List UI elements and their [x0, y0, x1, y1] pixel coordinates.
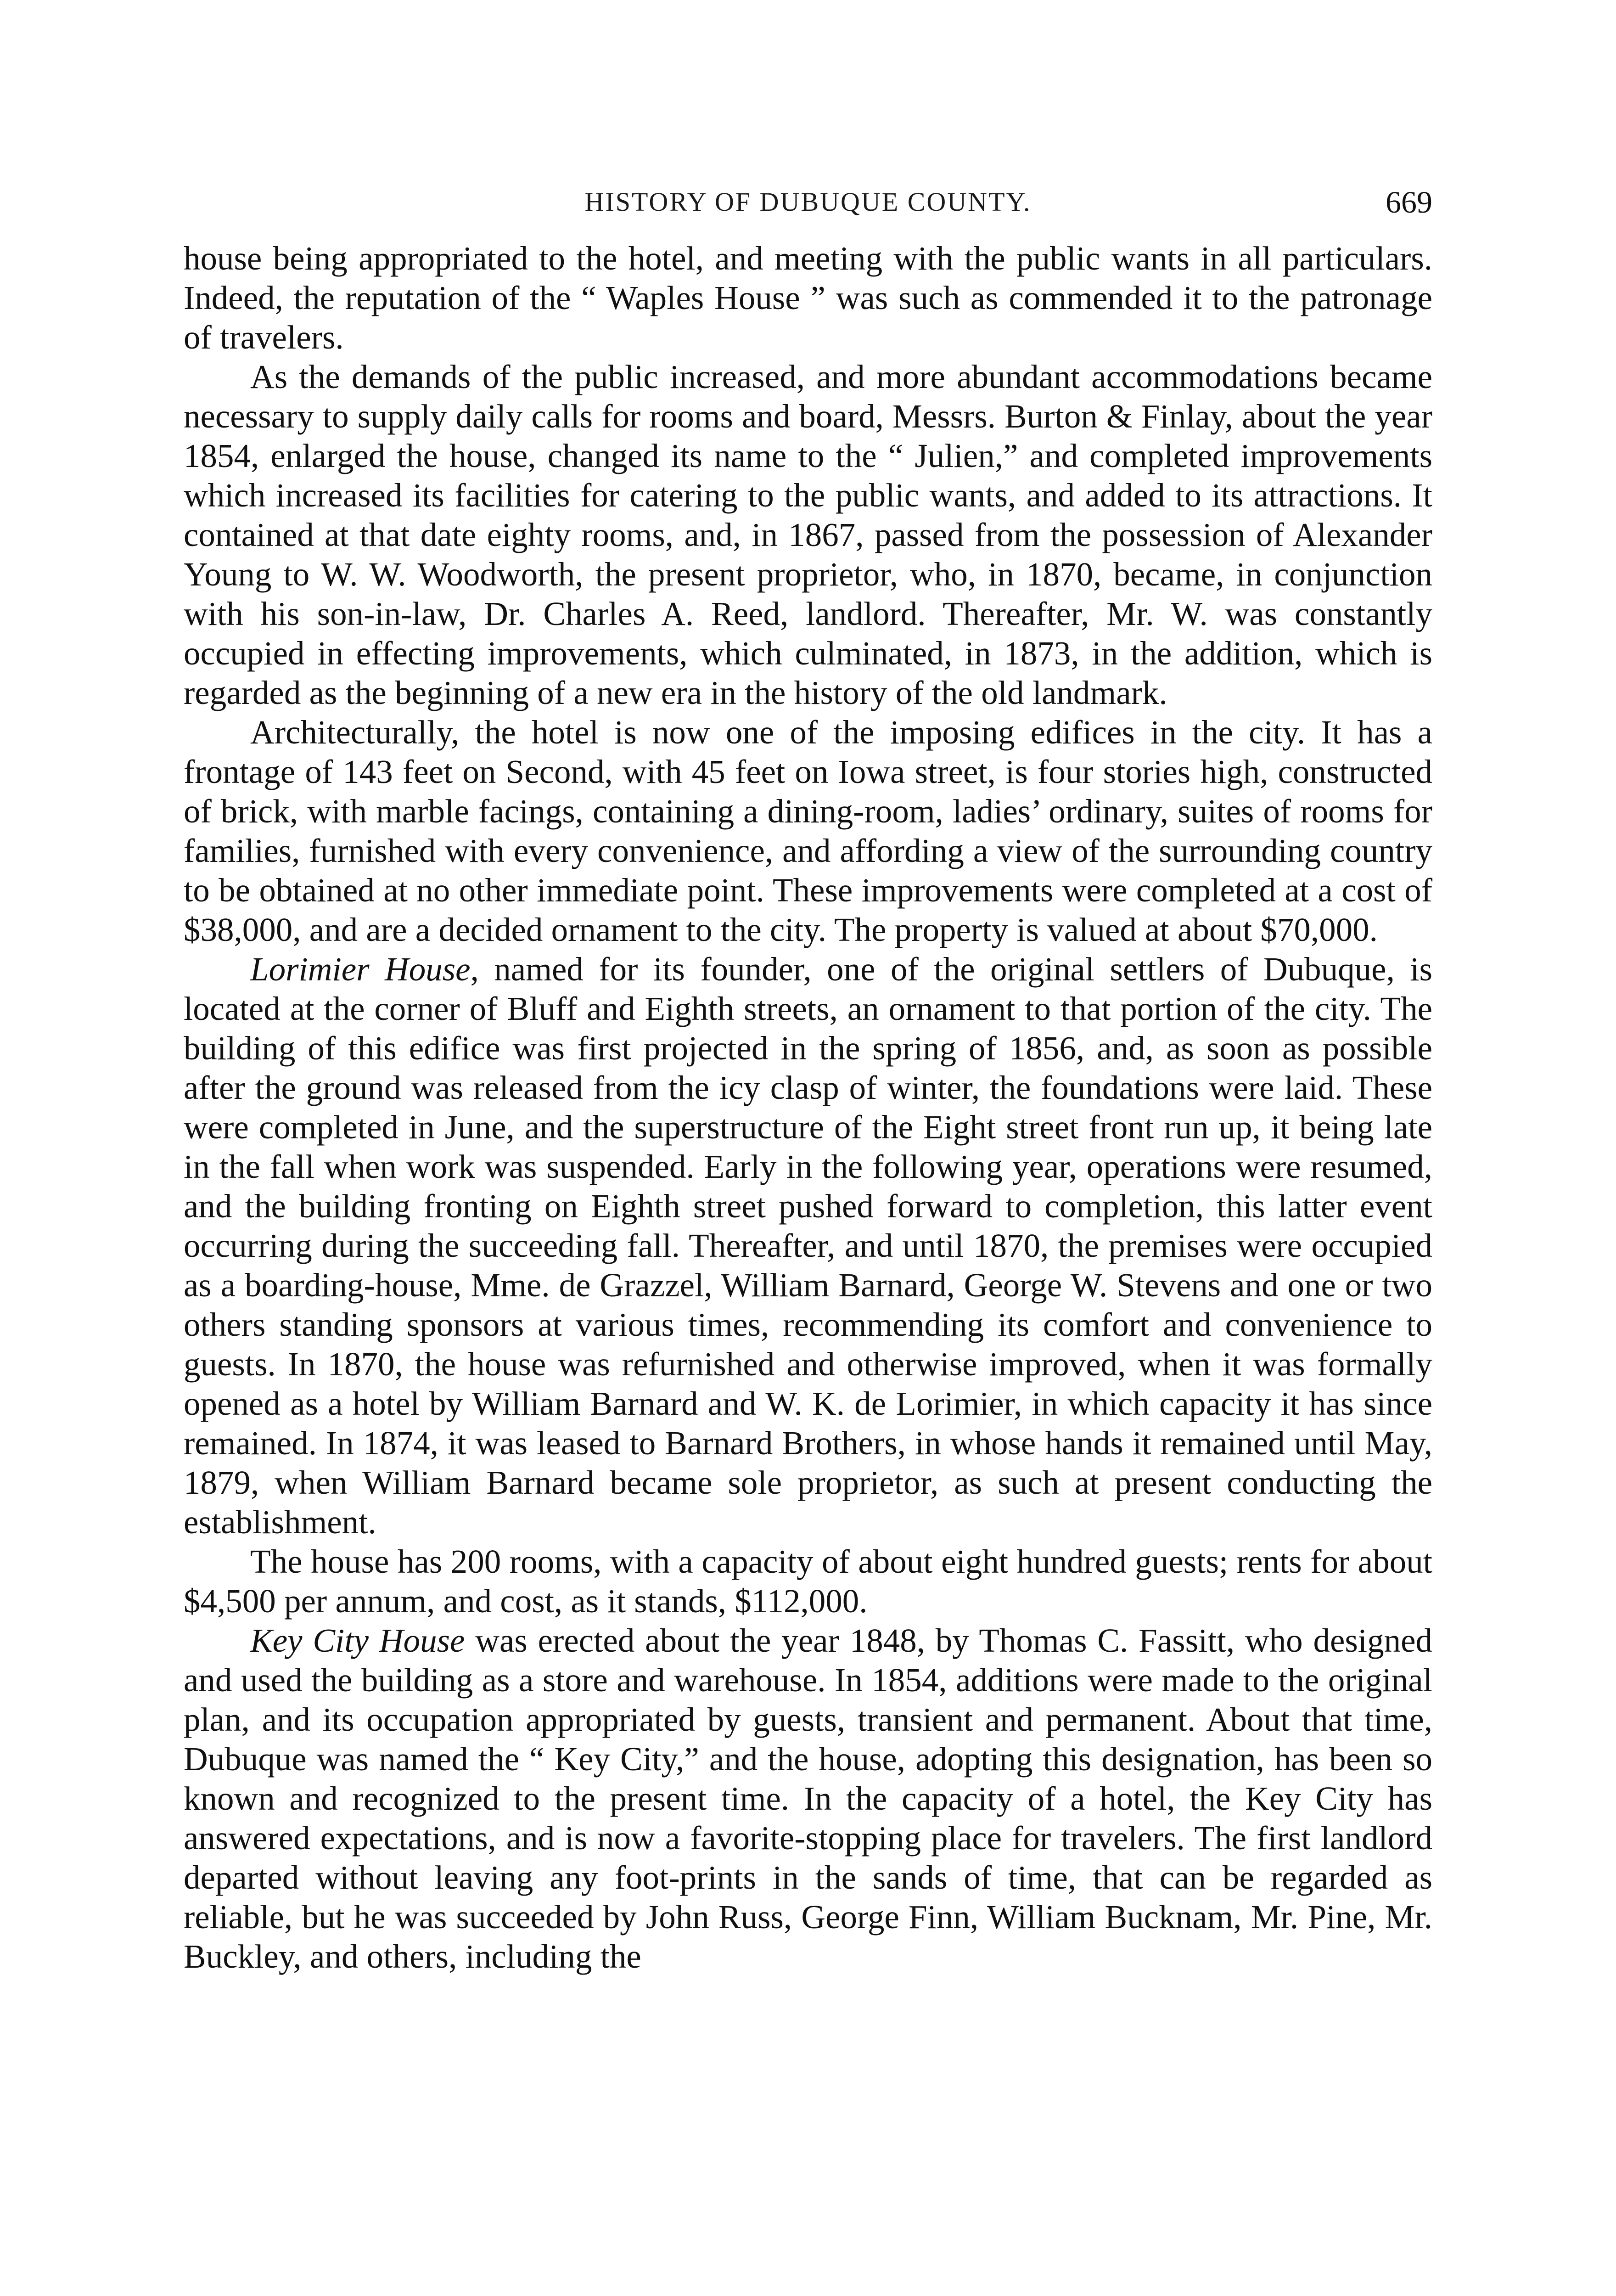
- section-lead-key-city-house: Key City House: [250, 1622, 465, 1659]
- paragraph-julien-house: [184, 357, 1432, 713]
- paragraph-text: As the demands of the public increased, and more abundant accommodations became necessary to supply daily calls for rooms and board, Messrs. Burton & Finlay, about the year 1854, enlarged the house, changed its name to the “ Julien,” and completed improvements which increased its facilities for catering to the public wants, and added to its attractions. It contained at that date eighty rooms, and, in 1867, passed from the possession of Alexander Young to W. W. Woodworth, the present proprietor, who, in 1870, became, in conjunction with his son-in-law, Dr. Charles A. Reed, landlord. Thereafter, Mr. W. was constantly occupied in effecting improvements, which culminated, in 1873, in the addition, which is regarded as the beginning of a new era in the history of the old landmark.: [184, 358, 1432, 711]
- running-title: HISTORY OF DUBUQUE COUNTY.: [584, 187, 1032, 217]
- paragraph-text: , named for its founder, one of the original settlers of Dubuque, is located at the corner of Bluff and Eighth streets, an ornament to that portion of the city. The building of this edifice was first projected in the spring of 1856, and, as soon as possible after the ground was released from the icy clasp of winter, the foundations were laid. These were completed in June, and the superstructure of the Eight street front run up, it being late in the fall when work was suspended. Early in the following year, operations were resumed, and the building fronting on Eighth street pushed forward to completion, this latter event occurring during the succeeding fall. Thereafter, and until 1870, the premises were occupied as a boarding-house, Mme. de Grazzel, William Barnard, George W. Stevens and one or two others standing sponsors at various times, recommending its comfort and convenience to guests. In 1870, the house was refurnished and otherwise improved, when it was formally opened as a hotel by William Barnard and W. K. de Lorimier, in which capacity it has since remained. In 1874, it was leased to Barnard Brothers, in whose hands it remained until May, 1879, when William Barnard became sole proprietor, as such at present conducting the establishment.: [184, 951, 1432, 1541]
- page-number: 669: [1386, 185, 1432, 219]
- paragraph-text: Architecturally, the hotel is now one of the imposing edifices in the city. It has a frontage of 143 feet on Second, with 45 feet on Iowa street, is four stories high, constructed of brick, with marble facings, containing a dining-room, ladies’ ordinary, suites of rooms for families, furnished with every convenience, and affording a view of the surrounding country to be obtained at no other immediate point. These improvements were completed at a cost of $38,000, and are a decided ornament to the city. The property is valued at about $70,000.: [184, 714, 1432, 948]
- section-lead-lorimier-house: Lorimier House: [250, 951, 471, 988]
- paragraph-text: was erected about the year 1848, by Thomas C. Fassitt, who designed and used the building as a store and warehouse. In 1854, additions were made to the original plan, and its occupation appropriated by guests, transient and permanent. About that time, Dubuque was named the “ Key City,” and the house, adopting this designation, has been so known and recognized to the present time. In the capacity of a hotel, the Key City has answered expectations, and is now a favorite-stopping place for travelers. The first landlord departed without leaving any foot-prints in the sands of time, that can be regarded as reliable, but he was succeeded by John Russ, George Finn, William Bucknam, Mr. Pine, Mr. Buckley, and others, including the: [184, 1622, 1432, 1975]
- paragraph-waples-house: [184, 239, 1432, 357]
- paragraph-text: The house has 200 rooms, with a capacity of about eight hundred guests; rents for about $4,500 per annum, and cost, as it stands, $112,000.: [184, 1543, 1432, 1620]
- paragraph-lorimier-capacity: [184, 1542, 1432, 1621]
- paragraph-architecture: [184, 713, 1432, 950]
- paragraph-key-city-house: [184, 1621, 1432, 1976]
- body-text: [184, 239, 1432, 1976]
- paragraph-lorimier-house: [184, 950, 1432, 1542]
- running-header: [184, 181, 1432, 223]
- paragraph-text: house being appropriated to the hotel, and meeting with the public wants in all particulars. Indeed, the reputation of the “ Waples House ” was such as commended it to the patronage of travelers.: [184, 240, 1432, 356]
